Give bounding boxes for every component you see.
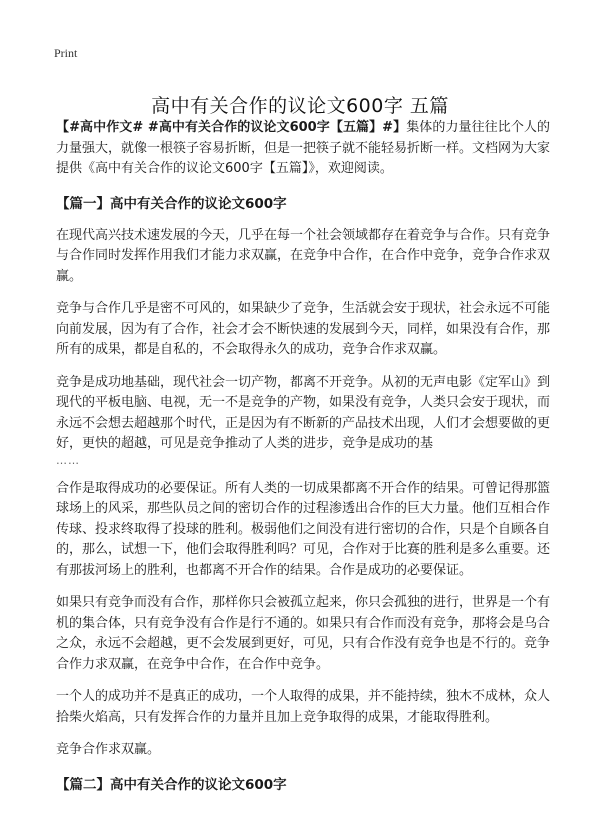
page-title: 高中有关合作的议论文600字 五篇 [151,94,449,117]
section-heading-1: 【篇一】高中有关合作的议论文600字 [56,195,287,212]
paragraph: 竞争与合作几乎是密不可风的，如果缺少了竞争，生活就会安于现状，社会永远不可能向前发展，因为有了合作，社会才会不断快速的发展到今天，同样，如果没有合作，那所有的成果，都是自私的，不会取得永久的成功，竞争合作求双赢。 [56,301,551,357]
ellipsis: …… [56,453,80,467]
document-body [56,118,550,795]
intro-text: 集体的力量往往比个人的力量强大，就像一根筷子容易折断，但是一把筷子就不能轻易折断一样。文档网为大家提供《高中有关合作的议论文600字【五篇】》，欢迎阅读。 [56,120,551,176]
intro-paragraph [56,118,550,180]
paragraph: 合作是取得成功的必要保证。所有人类的一切成果都离不开合作的结果。可曾记得那篮球场上的风采，那些队员之间的密切合作的过程渗透出合作的巨大力量。他们互相合作传球、投求终取得了投球的胜利。极弱他们之间没有进行密切的合作，只是个自顾各自的，那么，试想一下，他们会取得胜利吗？可见，合作对于比赛的胜利是多么重要。还有那拔河场上的胜利，也都离不开合作的结果。合作是成功的必要保证。 [56,480,551,578]
paragraph: 一个人的成功并不是真正的成功，一个人取得的成果，并不能持续，独木不成林，众人拾柴火焰高，只有发挥合作的力量并且加上竞争取得的成果，才能取得胜利。 [56,689,551,725]
paragraph: 如果只有竞争而没有合作，那样你只会被孤立起来，你只会孤独的进行，世界是一个有机的集合体，只有竞争没有合作是行不通的。如果只有合作而没有竞争，那将会是乌合之众，永远不会超越，更不会发展到更好，可见，只有合作没有竞争也是不行的。竞争合作力求双赢，在竞争中合作，在合作中竞争。 [56,595,551,672]
paragraph: 竞争合作求双赢。 [56,742,161,757]
paragraph: 在现代高兴技术速发展的今天，几乎在每一个社会领域都存在着竞争与合作。只有竞争与合作同时发挥作用我们才能力求双赢，在竞争中合作，在合作中竞争，竞争合作求双赢。 [56,227,551,284]
section-heading-2: 【篇二】高中有关合作的议论文600字 [56,776,287,793]
print-label: Print [54,46,78,60]
intro-tags: 【#高中作文# #高中有关合作的议论文600字【五篇】#】 [56,120,407,135]
paragraph: 竞争是成功地基础，现代社会一切产物，都离不开竞争。从初的无声电影《定军山》到现代的平板电脑、电视，无一不是竞争的产物，如果没有竞争，人类只会安于现状，而永远不会想去超越那个时代，正是因为有不断新的产品技术出现，人们才会想要做的更好，更快的超越，可见是竞争推动了人类的进步，竞争是成功的基 [56,374,551,451]
